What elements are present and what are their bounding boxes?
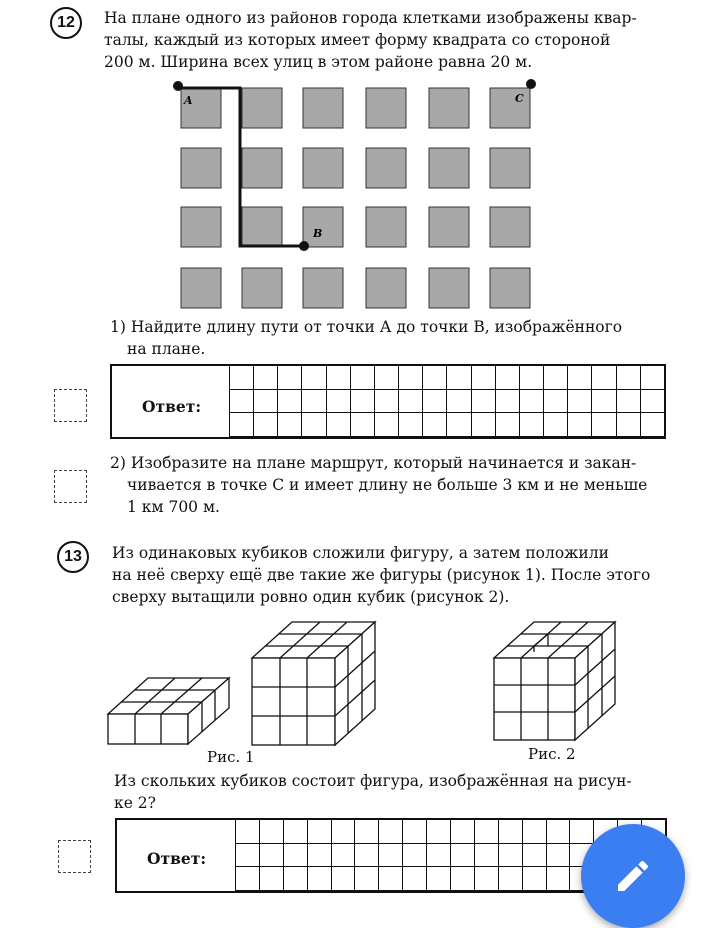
- figure-1-cubes: [100, 605, 390, 750]
- task-12-intro: На плане одного из районов города клетками изображены квар- талы, каждый из которых имеет форму квадрата со стороной 200 м. Ширина всех улиц в этом районе равна 20 м.: [104, 9, 637, 71]
- task-12-number: 12: [50, 7, 82, 39]
- pencil-icon: [613, 856, 653, 896]
- point-c: [526, 79, 536, 89]
- answer-1-grid[interactable]: [229, 366, 665, 437]
- answer-1-label: Ответ:: [142, 397, 202, 416]
- answer-1-checkbox[interactable]: [54, 389, 87, 422]
- answer-2-checkbox[interactable]: [54, 470, 87, 503]
- label-a: A: [184, 94, 193, 107]
- figure-2-cubes: [485, 605, 625, 745]
- answer-1-box: [110, 364, 666, 439]
- task-12-question-1: 1) Найдите длину пути от точки А до точки В, изображённого на плане.: [110, 318, 623, 358]
- edit-fab-button[interactable]: [581, 824, 685, 928]
- task-13-number: 13: [57, 541, 89, 573]
- task-12-question-2: 2) Изобразите на плане маршрут, который начинается и закан- чивается в точке С и имеет длину не больше 3 км и не меньше 1 км 700 м.: [110, 454, 648, 516]
- city-block-map: [170, 75, 550, 320]
- task-13-question: Из скольких кубиков состоит фигура, изображённая на рисун- ке 2?: [114, 772, 632, 812]
- point-b: [299, 241, 309, 251]
- answer-13-checkbox[interactable]: [58, 840, 91, 873]
- point-a: [173, 81, 183, 91]
- city-blocks: [181, 88, 530, 308]
- figure-1-caption: Рис. 1: [207, 748, 255, 766]
- figure-2-caption: Рис. 2: [528, 745, 576, 763]
- answer-13-label: Ответ:: [147, 849, 207, 868]
- label-b: B: [313, 227, 323, 240]
- label-c: C: [515, 92, 524, 105]
- task-13-intro: Из одинаковых кубиков сложили фигуру, а затем положили на неё сверху ещё две такие же фигуры (рисунок 1). После этого сверху вытащили ровно один кубик (рисунок 2).: [112, 544, 651, 606]
